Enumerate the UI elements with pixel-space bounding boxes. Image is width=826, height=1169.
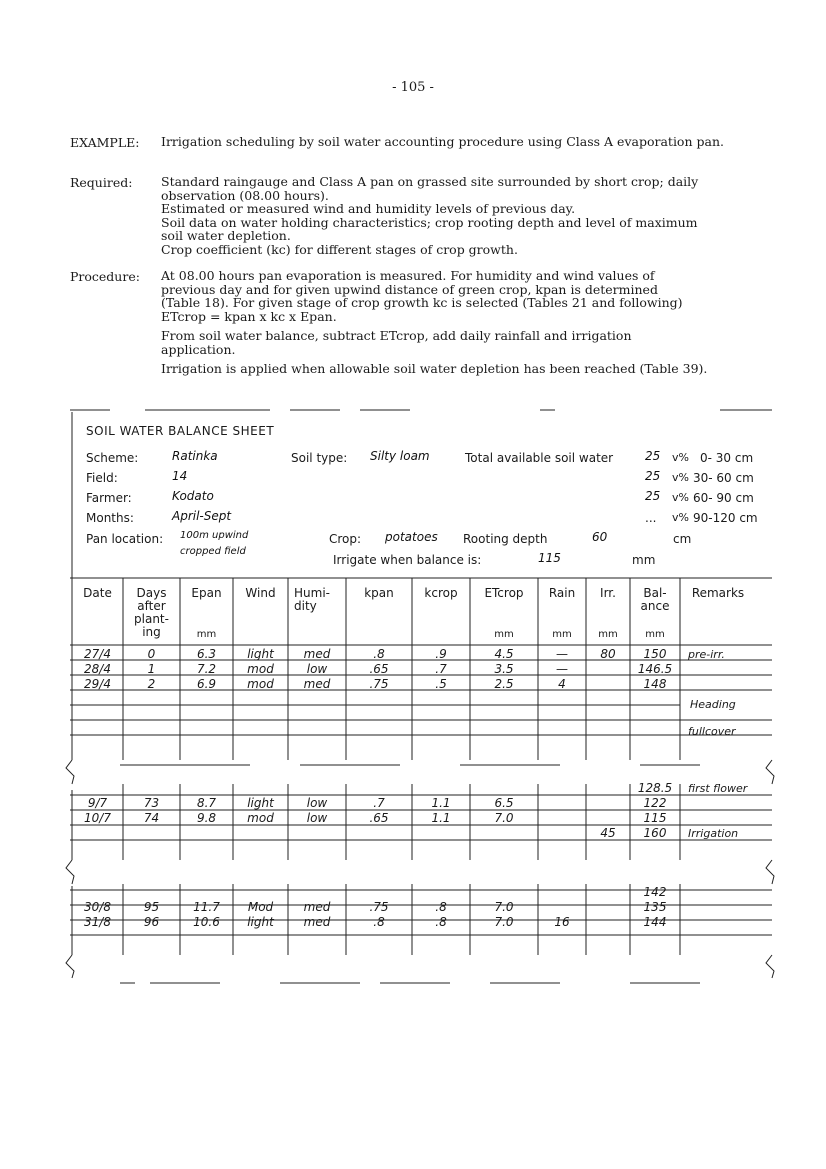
soil-type-label: Soil type: <box>291 451 348 465</box>
depth-value: ... <box>645 511 657 525</box>
cell-bal: 160 <box>643 826 667 840</box>
cell-kcrop: .9 <box>435 647 447 661</box>
pan-location-value: cropped field <box>180 546 246 557</box>
cell-days: 95 <box>143 900 160 914</box>
cell-et: 6.5 <box>494 796 514 810</box>
remark-heading: Heading <box>690 698 736 711</box>
farmer-label: Farmer: <box>86 491 132 505</box>
header-rain: Rain <box>548 586 576 600</box>
header-remarks: Remarks <box>691 586 745 600</box>
header-humidity-line: dity <box>294 599 317 613</box>
scheme-label: Scheme: <box>86 451 139 465</box>
cell-et: 4.5 <box>494 647 514 661</box>
required-line: observation (08.00 hours). <box>161 187 329 203</box>
example-text: Irrigation scheduling by soil water accounting procedure using Class A evaporation pan. <box>161 134 724 149</box>
cell-irr: 45 <box>600 826 616 840</box>
cell-hum: low <box>306 662 328 676</box>
header-days-line: after <box>137 599 166 613</box>
cell-wind: Mod <box>247 900 274 914</box>
crop-label: Crop: <box>329 532 362 546</box>
unit-etcrop: mm <box>494 629 514 640</box>
cell-kpan: .75 <box>369 900 389 914</box>
cell-kcrop: .5 <box>435 677 447 691</box>
cell-days: 74 <box>143 811 160 825</box>
cell-date: 31/8 <box>84 915 111 929</box>
irrigate-value: 115 <box>538 551 561 565</box>
depth-range: 30- 60 cm <box>693 471 754 485</box>
procedure-line: previous day and for given upwind distance of green crop, kpan is determined <box>161 281 658 297</box>
header-wind: Wind <box>245 586 276 600</box>
header-days-line: plant- <box>134 612 169 626</box>
field-label: Field: <box>86 471 118 485</box>
cell-et: 7.0 <box>494 915 514 929</box>
depth-range: 60- 90 cm <box>693 491 754 505</box>
cell-date: 9/7 <box>87 796 108 810</box>
required-line: Soil data on water holding characteristics; crop rooting depth and level of maximum <box>161 214 698 230</box>
months-label: Months: <box>86 511 134 525</box>
procedure-line: ETcrop = kpan x kc x Epan. <box>161 308 337 324</box>
header-epan: Epan <box>191 586 222 600</box>
cell-hum: low <box>306 796 328 810</box>
header-date: Date <box>83 586 112 600</box>
cell-epan: 6.3 <box>196 647 217 661</box>
cell-epan: 6.9 <box>196 677 217 691</box>
cell-wind: light <box>247 647 274 661</box>
cell-date: 28/4 <box>84 662 111 676</box>
example-label: EXAMPLE: <box>70 135 140 150</box>
cell-date: 27/4 <box>84 647 111 661</box>
procedure-line: At 08.00 hours pan evaporation is measured. For humidity and wind values of <box>161 268 655 283</box>
cell-kcrop: .7 <box>435 662 447 676</box>
field-value: 14 <box>172 469 188 483</box>
scheme-value: Ratinka <box>172 449 218 463</box>
header-kpan: kpan <box>364 586 394 600</box>
taw-label: Total available soil water <box>465 451 614 465</box>
page-number: - 105 - <box>392 80 434 95</box>
cell-kpan: .8 <box>373 647 385 661</box>
cell-et: 2.5 <box>494 677 514 691</box>
header-humidity <box>288 587 346 613</box>
cell-remark: first flower <box>688 782 748 795</box>
cell-bal: 142 <box>643 885 667 899</box>
cell-date: 29/4 <box>84 677 111 691</box>
irrigate-label: Irrigate when balance is: <box>333 553 482 567</box>
cell-kpan: .75 <box>369 677 389 691</box>
depth-value: 25 <box>645 489 661 503</box>
header-humidity-line: Humi- <box>294 586 330 600</box>
rooting-depth-unit: cm <box>673 532 692 546</box>
cell-days: 1 <box>147 662 156 676</box>
cell-epan: 11.7 <box>193 900 220 914</box>
unit-irr: mm <box>598 629 618 640</box>
required-label: Required: <box>70 175 133 190</box>
farmer-value: Kodato <box>172 489 214 503</box>
cell-epan: 9.8 <box>196 811 217 825</box>
cell-days: 96 <box>143 915 160 929</box>
cell-irr: 80 <box>600 647 616 661</box>
depth-value: 25 <box>645 449 661 463</box>
cell-hum: med <box>303 647 331 661</box>
crop-value: potatoes <box>385 530 438 544</box>
depth-unit: v% <box>672 451 689 464</box>
cell-epan: 7.2 <box>196 662 217 676</box>
cell-hum: med <box>303 915 331 929</box>
required-line: Estimated or measured wind and humidity levels of previous day. <box>161 201 576 216</box>
cell-rain: — <box>556 662 568 676</box>
depth-unit: v% <box>672 471 689 484</box>
cell-rain: 16 <box>554 915 570 929</box>
header-days-line: ing <box>142 625 161 639</box>
cell-kpan: .65 <box>369 662 389 676</box>
depth-range: 90-120 cm <box>693 511 758 525</box>
rooting-depth-label: Rooting depth <box>463 532 548 546</box>
cell-epan: 10.6 <box>193 915 220 929</box>
cell-epan: 8.7 <box>196 796 217 810</box>
depth-unit: v% <box>672 511 689 524</box>
procedure-label: Procedure: <box>70 269 140 284</box>
header-irr: Irr. <box>600 586 616 600</box>
cell-et: 7.0 <box>494 900 514 914</box>
cell-days: 0 <box>147 647 156 661</box>
header-days-line: Days <box>136 586 167 600</box>
cell-bal: 150 <box>643 647 667 661</box>
months-value: April-Sept <box>172 509 232 523</box>
irrigate-unit: mm <box>632 553 656 567</box>
cell-wind: mod <box>247 662 274 676</box>
cell-kcrop: 1.1 <box>431 811 451 825</box>
cell-kpan: .65 <box>369 811 389 825</box>
depth-unit: v% <box>672 491 689 504</box>
cell-hum: med <box>303 900 331 914</box>
soil-type-value: Silty loam <box>370 449 430 463</box>
cell-rain: — <box>556 647 568 661</box>
cell-days: 2 <box>147 677 156 691</box>
cell-remark: pre-irr. <box>688 648 725 661</box>
cell-hum: low <box>306 811 328 825</box>
required-line: Standard raingauge and Class A pan on grassed site surrounded by short crop; daily <box>161 174 699 189</box>
cell-bal: 115 <box>643 811 667 825</box>
cell-kcrop: .8 <box>435 900 447 914</box>
header-kcrop: kcrop <box>424 586 458 600</box>
cell-kcrop: 1.1 <box>431 796 451 810</box>
cell-date: 30/8 <box>84 900 111 914</box>
cell-bal: 122 <box>643 796 667 810</box>
depth-range: 0- 30 cm <box>700 451 754 465</box>
required-line: soil water depletion. <box>161 228 291 243</box>
header-etcrop: ETcrop <box>484 586 524 600</box>
cell-days: 73 <box>143 796 160 810</box>
header-balance-line: ance <box>640 599 670 613</box>
cell-wind: light <box>247 796 274 810</box>
pan-location-value: 100m upwind <box>180 530 249 541</box>
cell-wind: mod <box>247 811 274 825</box>
remark-fullcover: fullcover <box>688 725 736 738</box>
cell-date: 10/7 <box>84 811 111 825</box>
cell-kcrop: .8 <box>435 915 447 929</box>
procedure-line: (Table 18). For given stage of crop growth kc is selected (Tables 21 and following) <box>161 295 683 310</box>
procedure-line: From soil water balance, subtract ETcrop, add daily rainfall and irrigation <box>161 328 632 343</box>
cell-kpan: .7 <box>373 796 385 810</box>
procedure-line: application. <box>161 341 236 357</box>
cell-wind: mod <box>247 677 274 691</box>
cell-bal: 135 <box>643 900 667 914</box>
rooting-depth-value: 60 <box>592 530 608 544</box>
cell-bal: 146.5 <box>637 662 673 676</box>
unit-balance: mm <box>645 629 665 640</box>
sheet-title: SOIL WATER BALANCE SHEET <box>86 424 275 438</box>
depth-value: 25 <box>645 469 661 483</box>
unit-epan: mm <box>196 629 217 640</box>
cell-et: 7.0 <box>494 811 514 825</box>
cell-bal: 128.5 <box>637 781 673 795</box>
cell-kpan: .8 <box>373 915 385 929</box>
required-line: Crop coefficient (kc) for different stages of crop growth. <box>161 241 518 257</box>
header-days <box>123 587 180 639</box>
pan-location-label: Pan location: <box>86 532 164 546</box>
cell-hum: med <box>303 677 331 691</box>
cell-remark: Irrigation <box>688 827 739 840</box>
cell-wind: light <box>247 915 274 929</box>
cell-et: 3.5 <box>494 662 514 676</box>
header-balance-line: Bal- <box>643 586 667 600</box>
cell-bal: 144 <box>643 915 667 929</box>
header-balance <box>630 587 680 613</box>
cell-bal: 148 <box>643 677 667 691</box>
cell-rain: 4 <box>558 677 566 691</box>
unit-rain: mm <box>552 629 572 640</box>
procedure-line: Irrigation is applied when allowable soil water depletion has been reached (Table 39). <box>161 361 708 376</box>
